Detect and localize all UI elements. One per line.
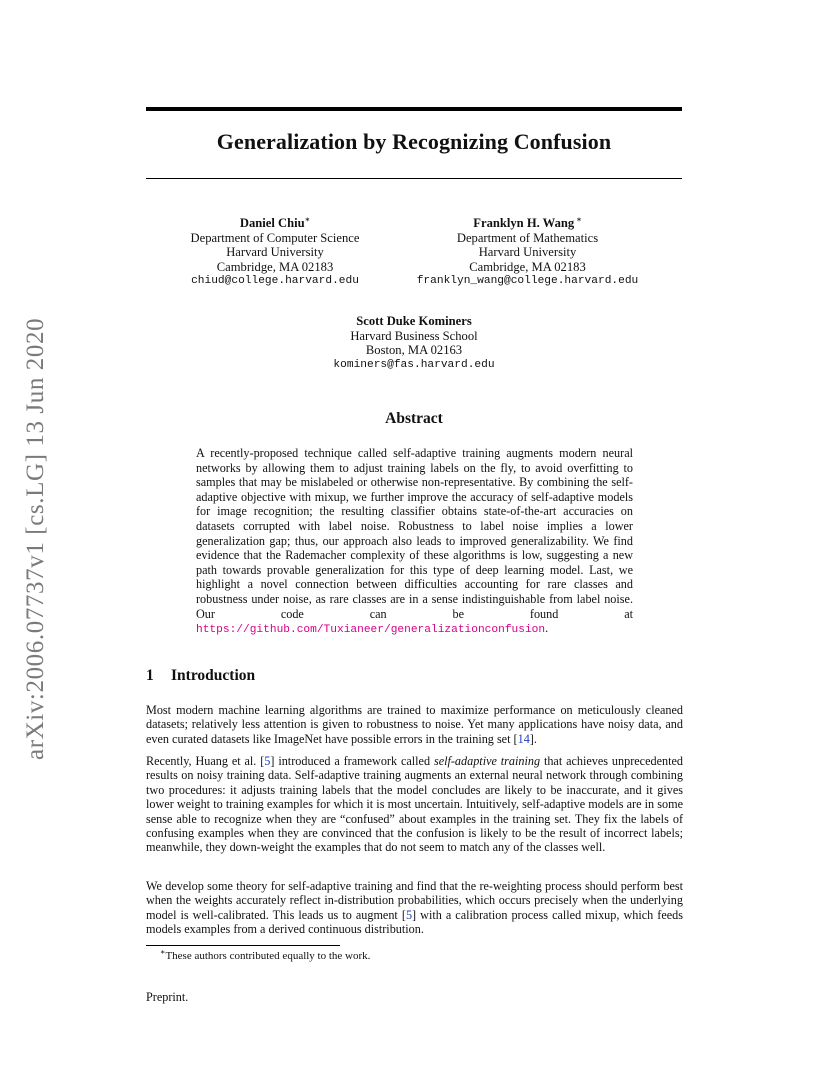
- citation-link[interactable]: 14: [517, 731, 530, 746]
- author-block-1: [165, 216, 385, 289]
- abstract-text: A recently-proposed technique called self-adaptive training augments modern neural networks by allowing them to adjust training labels on the fly, to avoid overfitting to samples that may be mislabeled or otherwise non-representative. By combining the self-adaptive objective with mixup, we further improve the accuracy of self-adaptive models for image recognition; the resulting classifier obtains state-of-the-art accuracies on datasets corrupted with label noise. Robustness to label noise implies a lower generalization gap; thus, our approach also leads to improved generalizability. We find evidence that the Rademacher complexity of these algorithms is low, suggesting a new path towards provable generalization for this type of deep learning model. Last, we highlight a novel connection between difficulties accounting for rare classes and robustness under noise, as rare classes are in a sense indistinguishable from label noise. Our code can be found at https://github.com/Tuxianeer/generalizationconfusion.: [196, 446, 633, 637]
- author-institution: Harvard University: [478, 245, 577, 260]
- author-location: Boston, MA 02163: [365, 343, 463, 358]
- author-name: Franklyn H. Wang ∗: [473, 214, 582, 230]
- author-location: Cambridge, MA 02183: [469, 259, 586, 274]
- author-block-2: [395, 216, 660, 289]
- author-affiliation: Department of Computer Science: [190, 230, 360, 245]
- paragraph-3: We develop some theory for self-adaptive training and find that the re-weighting process should perform best when the weights accurately reflect in-distribution probabilities, which occurs precisely when the underlying model is well-calibrated. This leads us to augment [5] with a calibration process called mixup, which feeds models examples from a derived continuous distribution.: [146, 879, 683, 937]
- title-rule-top: [146, 107, 682, 111]
- author-institution: Harvard University: [226, 245, 324, 260]
- author-email[interactable]: chiud@college.harvard.edu: [191, 275, 359, 288]
- paragraph-2: Recently, Huang et al. [5] introduced a framework called self-adaptive training that achieves unprecedented results on noisy training data. Self-adaptive training augments an external neural network through combining two procedures: it adjusts training labels that the model concludes are likely to be inaccurate, and it gives lower weight to training examples for which it is most uncertain. Intuitively, self-adaptive models are in some sense able to recognize when they are “confused” about examples in the training set. They fix the labels of confusing examples when they are convinced that the confusion is likely to be the result of incorrect labels; meanwhile, they down-weight the examples that do not seem to match any of the classes well.: [146, 754, 683, 855]
- author-location: Cambridge, MA 02183: [216, 259, 334, 274]
- preprint-label: Preprint.: [146, 990, 189, 1004]
- footnote-rule: [146, 945, 340, 946]
- author-name: Scott Duke Kominers: [356, 314, 472, 328]
- code-link[interactable]: https://github.com/Tuxianeer/generalizationconfusion: [196, 624, 546, 637]
- author-name: Daniel Chiu∗: [239, 214, 311, 230]
- paragraph-1: Most modern machine learning algorithms are trained to maximize performance on meticulously cleaned datasets; relatively less attention is given to robustness to noise. Yet many applications have noisy data, and even curated datasets like ImageNet have possible errors in the training set [14].: [146, 703, 683, 746]
- author-affiliation: Harvard Business School: [350, 328, 478, 343]
- footnote: ∗These authors contributed equally to the work.: [160, 947, 371, 962]
- abstract-heading: Abstract: [385, 410, 443, 427]
- arxiv-sidebar-stamp: arXiv:2006.07737v1 [cs.LG] 13 Jun 2020: [22, 317, 49, 760]
- section-heading-introduction: 1 Introduction: [146, 667, 256, 684]
- author-affiliation: Department of Mathematics: [456, 230, 599, 245]
- author-email[interactable]: kominers@fas.harvard.edu: [333, 358, 495, 371]
- citation-link[interactable]: 5: [405, 907, 413, 922]
- citation-link[interactable]: 5: [264, 754, 271, 768]
- author-email[interactable]: franklyn_wang@college.harvard.edu: [416, 275, 639, 288]
- paper-title: Generalization by Recognizing Confusion: [216, 129, 612, 154]
- author-block-3: [300, 314, 528, 372]
- title-rule-bottom: [146, 178, 682, 179]
